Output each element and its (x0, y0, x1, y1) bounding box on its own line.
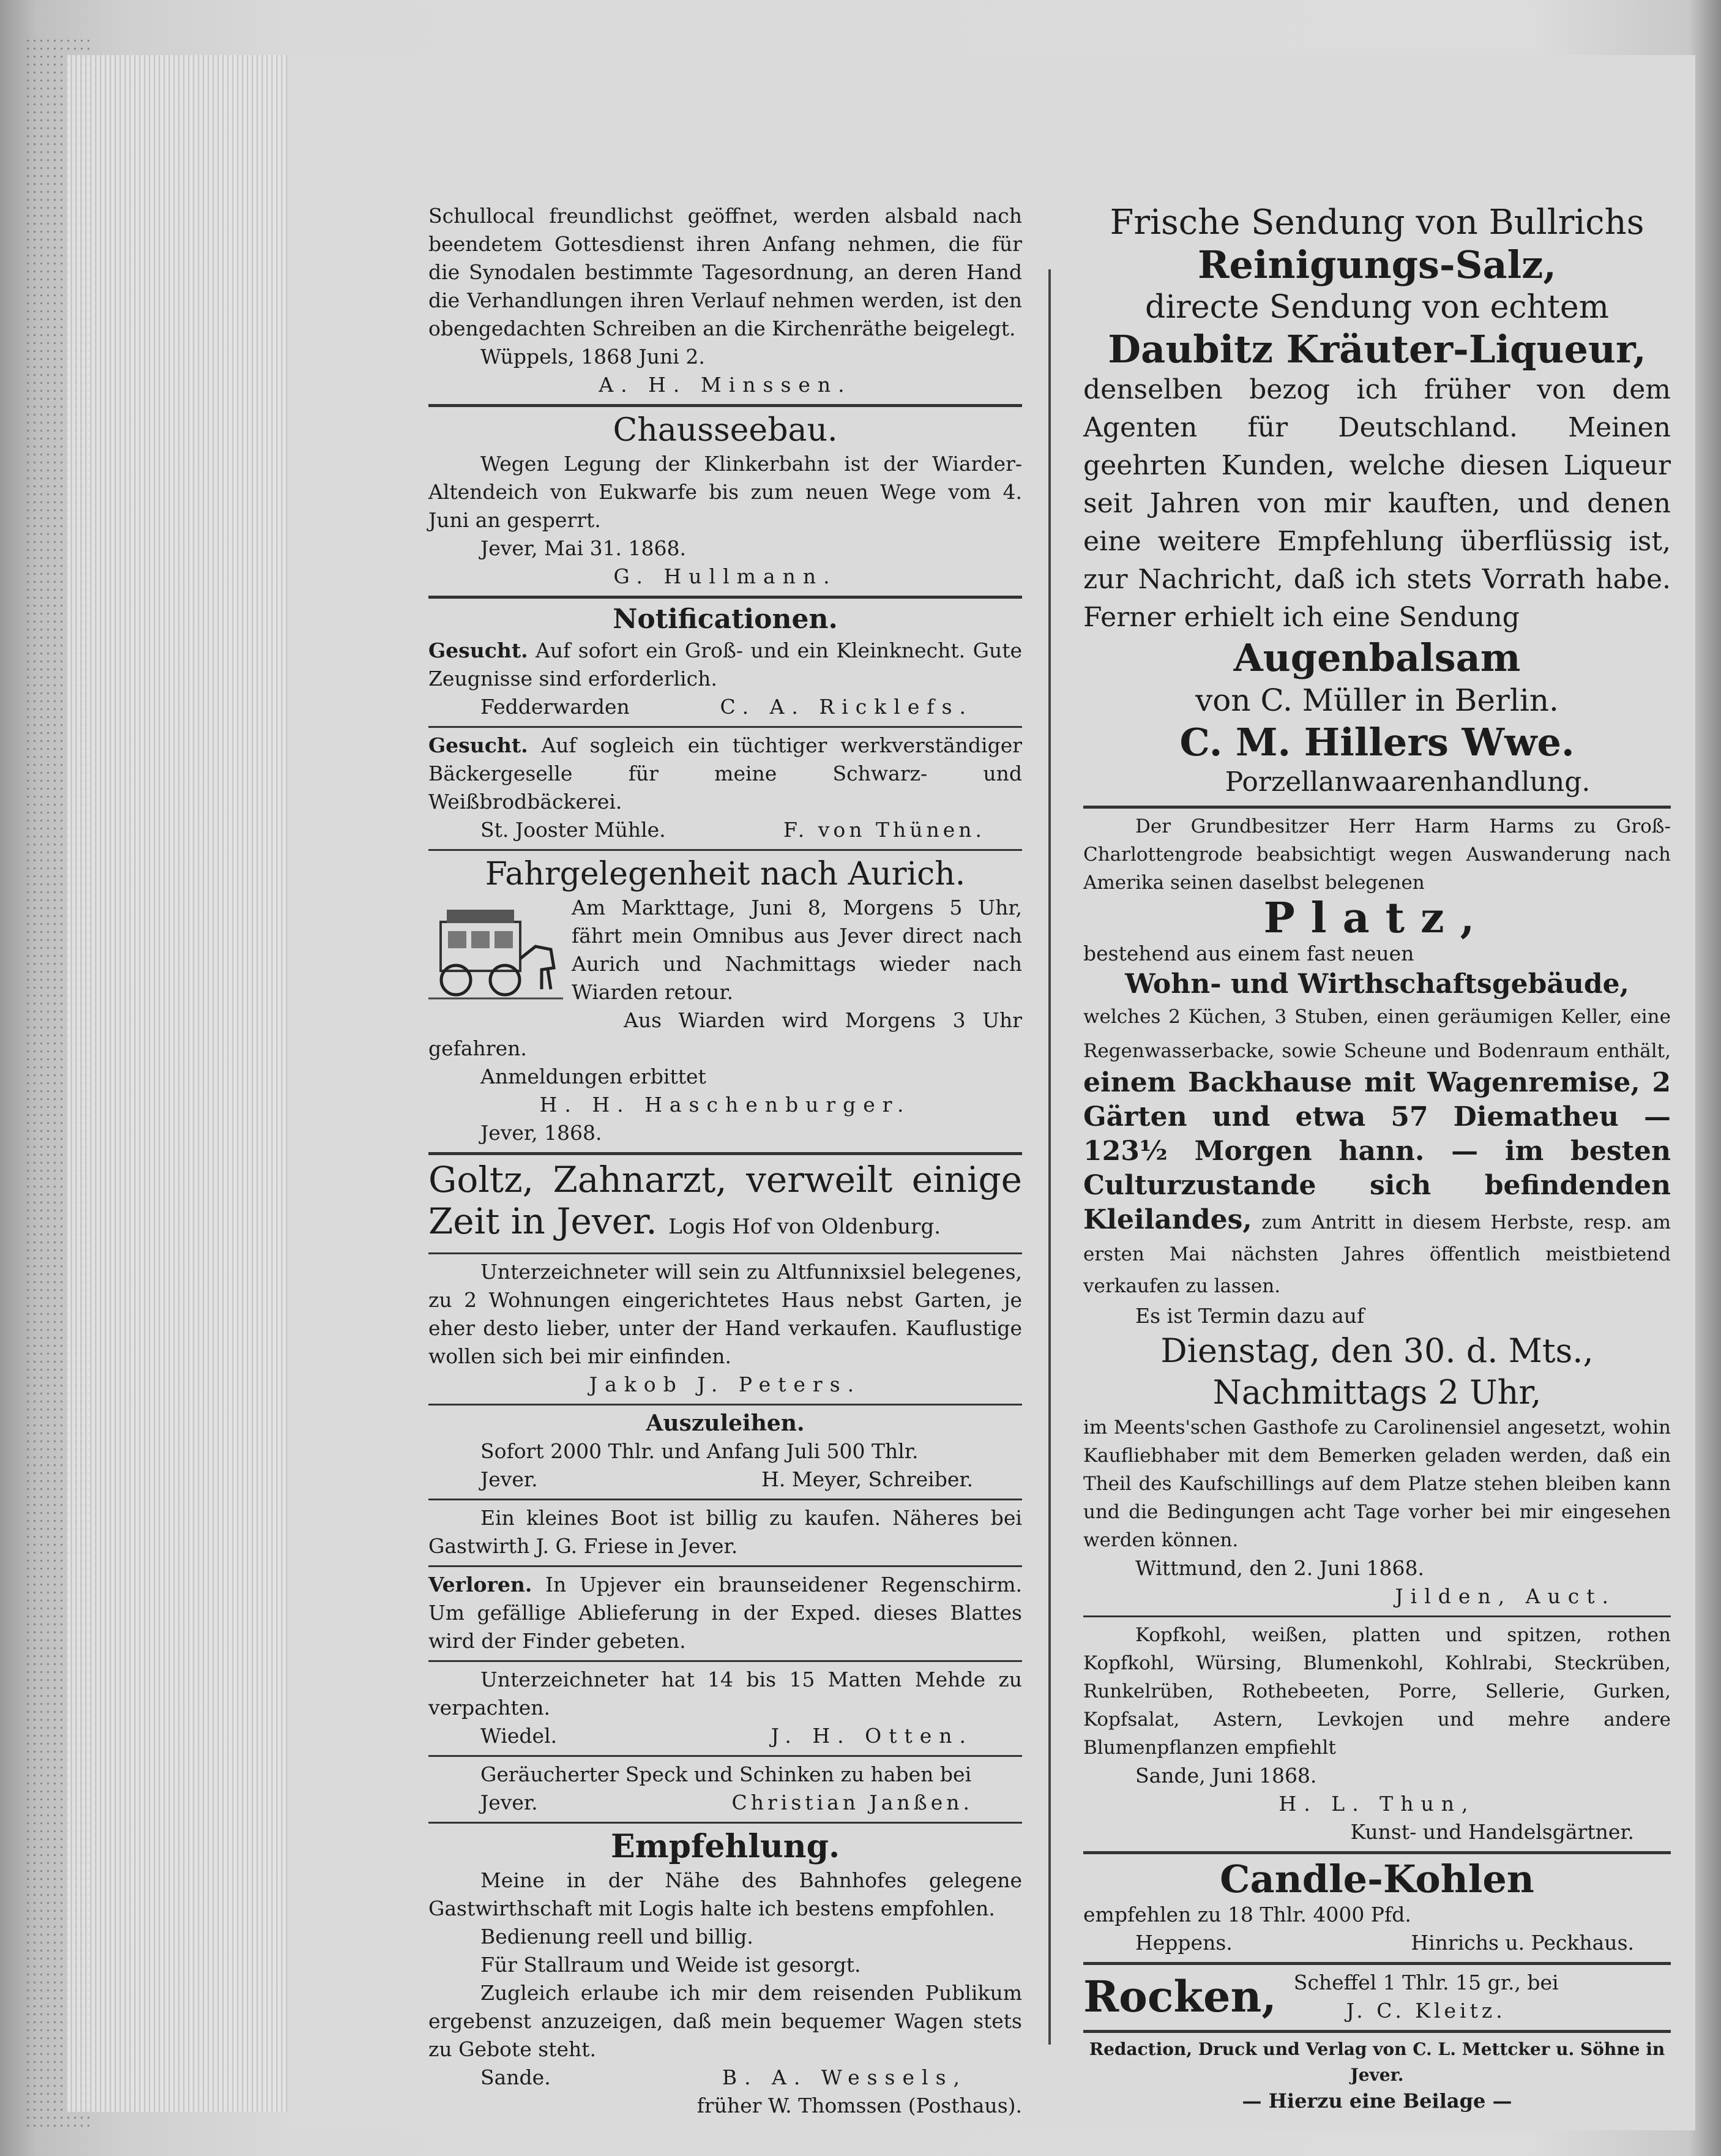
estate-description-tail: zum Antritt in diesem Herbste, resp. am ersten Mai nächsten Jahres öffentlich meistbietend verkaufen zu lassen. (1083, 1211, 1671, 1297)
right-column (1083, 202, 1671, 2114)
divider (1083, 1962, 1671, 1965)
meadow-notice (428, 1666, 1022, 1750)
recommendation-line-4: Zugleich erlaube ich mir dem reisenden Publikum ergebenst anzuzeigen, daß mein bequemer Wagen stets zu Gebote steht. (428, 1981, 1022, 2061)
travel-text-2: Aus Wiarden wird Morgens 3 Uhr gefahren. (428, 1008, 1022, 1060)
candle-coal-place: Heppens. (1135, 1931, 1233, 1955)
publisher-line: Redaction, Druck und Verlag von C. L. Mettcker u. Söhne in Jever. (1089, 2039, 1665, 2085)
chaussee-signature: G. Hullmann. (613, 564, 837, 588)
candle-coal-title: Candle-Kohlen (1220, 1857, 1534, 1901)
chaussee-title: Chausseebau. (613, 412, 838, 449)
rye-signature: J. C. Kleitz. (1346, 1999, 1506, 2023)
loan-signature: H. Meyer, Schreiber. (761, 1467, 973, 1491)
travel-text: Am Markttage, Juni 8, Morgens 5 Uhr, fährt mein Omnibus aus Jever direct nach Aurich und Nachmittags wieder nach Wiarden retour. (572, 896, 1022, 1004)
divider (428, 596, 1022, 599)
wanted-text: Auf sofort ein Groß- und ein Kleinknecht. Gute Zeugnisse sind erforderlich. (428, 638, 1022, 691)
omnibus-image (428, 897, 563, 1005)
cabbage-signature: H. L. Thun, (1279, 1792, 1476, 1816)
estate-date: Dienstag, den 30. d. Mts., (1160, 1331, 1594, 1370)
notifications (428, 602, 1022, 844)
bacon-signature: Christian Janßen. (731, 1791, 973, 1814)
rye-text: Scheffel 1 Thlr. 15 gr., bei (1293, 1971, 1559, 1994)
bullrich-line-2: Reinigungs-Salz, (1198, 242, 1556, 287)
divider (428, 1152, 1022, 1155)
divider (428, 1252, 1022, 1254)
synod-signature: A. H. Minssen. (599, 373, 852, 397)
wanted-place-2: St. Jooster Mühle. (480, 818, 666, 842)
estate-description-bold: einem Backhause mit Wagenremise, 2 Gärten und etwa 57 Diematheu — 123½ Morgen hann. — im besten Culturzustande sich befindenden Kleilandes, (1083, 1067, 1671, 1235)
bacon-notice (428, 1761, 1022, 1817)
estate-intro: Der Grundbesitzer Herr Harm Harms zu Groß-Charlottengrode beabsichtigt wegen Auswanderung nach Amerika seinen daselbst belegenen (1083, 815, 1671, 894)
travel-title: Fahrgelegenheit nach Aurich. (485, 856, 966, 893)
travel-registration: Anmeldungen erbittet (480, 1065, 706, 1088)
divider (428, 1404, 1022, 1406)
loan-place: Jever. (480, 1467, 538, 1491)
travel-date: Jever, 1868. (480, 1121, 602, 1145)
recommendation-signature-2: früher W. Thomssen (Posthaus). (696, 2094, 1022, 2117)
divider (428, 849, 1022, 851)
estate-description: welches 2 Küchen, 3 Stuben, einen geräumigen Keller, eine Regenwasserbacke, sowie Scheune und Bodenraum enthält, einem Backhause mit Wagenremise, 2 Gärten und etwa 57 Diematheu — 123½ Morgen hann. — im besten Culturzustande sich befindenden Kleilandes, zum Antritt in diesem Herbste, resp. am ersten Mai nächsten Jahres öffentlich meistbietend verkaufen zu lassen. (1083, 1006, 1671, 1297)
cabbage-signature-2: Kunst- und Handelsgärtner. (1350, 1820, 1634, 1844)
bullrich-seller: C. M. Hillers Wwe. (1179, 720, 1575, 765)
travel-notice (428, 855, 1022, 1147)
candle-coal-ad (1083, 1858, 1671, 1957)
meadow-text: Unterzeichneter hat 14 bis 15 Matten Mehde zu verpachten. (428, 1668, 1022, 1720)
estate-term: Es ist Termin dazu auf (1135, 1304, 1365, 1328)
dentist-title: Goltz, Zahnarzt, verweilt einige Zeit in Jever. Logis Hof von Oldenburg. (428, 1159, 1022, 1242)
travel-signature: H. H. Haschenburger. (539, 1093, 911, 1117)
divider (1083, 806, 1671, 809)
divider (428, 1565, 1022, 1567)
rye-title: Rocken, (1083, 1971, 1277, 2022)
wanted-place: Fedderwarden (480, 695, 630, 719)
bullrich-line-4: Daubitz Kräuter-Liqueur, (1108, 327, 1646, 372)
meadow-place: Wiedel. (480, 1724, 558, 1748)
recommendation-notice (428, 1827, 1022, 2120)
dentist-notice (428, 1159, 1022, 1248)
divider (428, 404, 1022, 407)
bullrich-line-3: directe Sendung von echtem (1145, 289, 1609, 326)
bullrich-ad (1083, 202, 1671, 801)
estate-title: Platz, (1263, 894, 1491, 943)
recommendation-line-1: Meine in der Nähe des Bahnhofes gelegene Gastwirthschaft mit Logis halte ich bestens empfohlen. (428, 1868, 1022, 1920)
dentist-lodging: Logis Hof von Oldenburg. (668, 1215, 941, 1239)
rye-ad (1083, 1969, 1671, 2025)
supplement-note: — Hierzu eine Beilage — (1242, 2089, 1512, 2113)
wanted-lead-2: Gesucht. (428, 733, 528, 757)
left-column (428, 202, 1022, 2120)
page-edges (67, 55, 300, 2112)
estate-signature: Jilden, Auct. (1395, 1584, 1616, 1608)
eye-balm-title: Augenbalsam (1233, 635, 1521, 680)
lost-text: In Upjever ein braunseidener Regenschirm. Um gefällige Ablieferung in der Exped. dieses Blattes wird der Finder gebeten. (428, 1573, 1022, 1653)
loan-text: Sofort 2000 Thlr. und Anfang Juli 500 Thlr. (480, 1439, 919, 1463)
wanted-signature: C. A. Ricklefs. (720, 695, 973, 719)
divider (1083, 1851, 1671, 1854)
recommendation-line-3: Für Stallraum und Weide ist gesorgt. (480, 1953, 861, 1977)
recommendation-line-2: Bedienung reell und billig. (480, 1925, 753, 1948)
synod-date: Wüppels, 1868 Juni 2. (480, 345, 705, 369)
bullrich-line-1: Frische Sendung von Bullrichs (1110, 203, 1644, 242)
estate-buildings: Wohn- und Wirthschaftsgebäude, (1125, 968, 1629, 1000)
recommendation-signature: B. A. Wessels, (722, 2065, 967, 2089)
divider (428, 1660, 1022, 1662)
eye-balm-maker: von C. Müller in Berlin. (1195, 683, 1559, 718)
estate-time: Nachmittags 2 Uhr, (1212, 1373, 1542, 1412)
house-signature: Jakob J. Peters. (589, 1372, 862, 1396)
notifications-title: Notificationen. (613, 604, 838, 635)
divider (1083, 1615, 1671, 1617)
divider (1083, 2030, 1671, 2033)
divider (428, 1822, 1022, 1824)
house-sale (428, 1258, 1022, 1399)
recommendation-place: Sande. (480, 2065, 551, 2089)
meadow-signature: J. H. Otten. (771, 1724, 973, 1748)
cabbage-text: Kopfkohl, weißen, platten und spitzen, rothen Kopfkohl, Würsing, Blumenkohl, Kohlrabi, Steckrüben, Runkelrüben, Rothebeeten, Porre, Sellerie, Gurken, Kopfsalat, Astern, Levkojen und mehre andere Blumenpflanzen empfiehlt (1083, 1624, 1671, 1759)
column-divider (1048, 269, 1051, 2045)
divider (428, 726, 1022, 728)
estate-consisting: bestehend aus einem fast neuen (1083, 941, 1414, 965)
recommendation-title: Empfehlung. (610, 1828, 840, 1865)
cabbage-date: Sande, Juni 1868. (1135, 1764, 1317, 1787)
wanted-lead: Gesucht. (428, 638, 528, 662)
candle-coal-signature: Hinrichs u. Peckhaus. (1411, 1931, 1634, 1955)
bullrich-body: denselben bezog ich früher von dem Agenten für Deutschland. Meinen geehrten Kunden, welche diesen Liqueur seit Jahren von mir kauften, und denen eine weitere Empfehlung überflüssig ist, zur Nachricht, daß ich stets Vorrath habe. Ferner erhielt ich eine Sendung (1083, 374, 1671, 633)
boat-text: Ein kleines Boot ist billig zu kaufen. Näheres bei Gastwirth J. G. Friese in Jever. (428, 1506, 1022, 1558)
wanted-text-2: Auf sogleich ein tüchtiger werkverständiger Bäckergeselle für meine Schwarz- und Weißbrodbäckerei. (428, 733, 1022, 814)
loan-notice (428, 1409, 1022, 1494)
candle-coal-text: empfehlen zu 18 Thlr. 4000 Pfd. (1083, 1903, 1411, 1926)
bacon-text: Geräucherter Speck und Schinken zu haben bei (480, 1762, 972, 1786)
chaussee-text: Wegen Legung der Klinkerbahn ist der Wiarder-Altendeich von Eukwarfe bis zum neuen Wege vom 4. Juni an gesperrt. (428, 452, 1022, 532)
synod-notice (428, 202, 1022, 399)
estate-sale-ad (1083, 812, 1671, 1611)
synod-text: Schullocal freundlichst geöffnet, werden alsbald nach beendetem Gottesdienst ihren Anfang nehmen, die für die Synodalen bestimmte Tagesordnung, an deren Hand die Verhandlungen ihren Verlauf nehmen werden, ist den obengedachten Schreiben an die Kirchenräthe beigelegt. (428, 204, 1022, 340)
estate-dateline: Wittmund, den 2. Juni 1868. (1135, 1556, 1424, 1580)
lost-lead: Verloren. (428, 1573, 532, 1596)
loan-title: Auszuleihen. (646, 1410, 805, 1436)
chaussee-notice (428, 411, 1022, 591)
divider (428, 1755, 1022, 1757)
wanted-signature-2: F. von Thünen. (783, 818, 985, 842)
divider (428, 1499, 1022, 1500)
bacon-place: Jever. (480, 1791, 538, 1814)
estate-location: im Meents'schen Gasthofe zu Carolinensiel angesetzt, wohin Kaufliebhaber mit dem Bemerken geladen werden, daß ein Theil des Kaufschillings auf dem Platze stehen bleiben kann und die Bedingungen acht Tage vorher bei mir eingesehen werden können. (1083, 1417, 1671, 1551)
bullrich-seller-trade: Porzellanwaarenhandlung. (1225, 766, 1591, 798)
house-text: Unterzeichneter will sein zu Altfunnixsiel belegenes, zu 2 Wohnungen eingerichtetes Haus nebst Garten, je eher desto lieber, unter der Hand verkaufen. Kauflustige wollen sich bei mir einfinden. (428, 1260, 1022, 1368)
chaussee-date: Jever, Mai 31. 1868. (480, 536, 687, 560)
cabbage-ad (1083, 1621, 1671, 1846)
